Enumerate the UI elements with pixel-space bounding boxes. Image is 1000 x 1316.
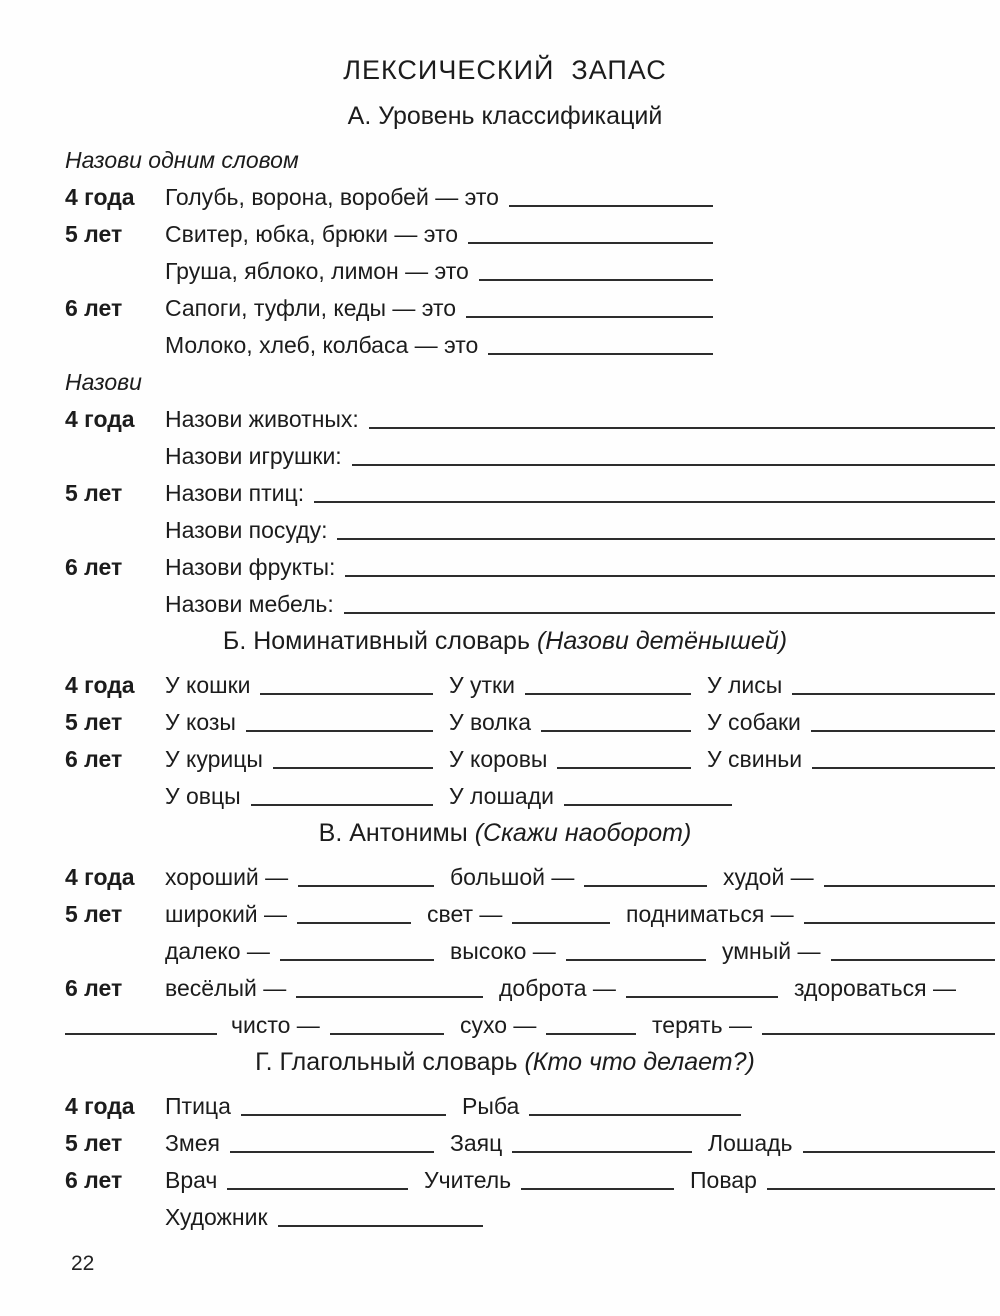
word-cell	[165, 1129, 450, 1158]
word-label: У овцы	[165, 783, 241, 809]
answer-blank[interactable]	[297, 922, 411, 924]
prompt-text: Назови животных:	[165, 406, 359, 432]
prompt-text: Назови фрукты:	[165, 554, 336, 580]
word-cell	[165, 974, 499, 1003]
section-g-heading	[65, 1048, 945, 1077]
task-row	[65, 553, 995, 582]
task-row	[65, 442, 995, 471]
word-cell	[626, 900, 995, 929]
answer-blank[interactable]	[296, 996, 483, 998]
page-title: ЛЕКСИЧЕСКИЙ ЗАПАС	[343, 55, 667, 85]
task-row	[65, 516, 995, 545]
word-label: хороший —	[165, 864, 289, 890]
word-label: большой —	[450, 864, 575, 890]
answer-blank[interactable]	[811, 730, 995, 732]
word-cell	[424, 1166, 690, 1195]
answer-blank[interactable]	[227, 1188, 408, 1190]
word-cell	[450, 863, 723, 892]
prompt-text: Назови мебель:	[165, 591, 334, 617]
task-row	[65, 1203, 995, 1232]
answer-blank[interactable]	[509, 205, 713, 207]
answer-blank[interactable]	[466, 316, 713, 318]
word-cell	[231, 1011, 460, 1040]
answer-blank[interactable]	[260, 693, 433, 695]
task-row	[65, 183, 713, 212]
word-label: У свиньи	[707, 746, 803, 772]
word-cell	[450, 937, 722, 966]
word-label: высоко —	[450, 938, 556, 964]
answer-blank[interactable]	[512, 1151, 692, 1153]
word-cell	[708, 1129, 995, 1158]
word-label: далеко —	[165, 938, 270, 964]
answer-blank[interactable]	[792, 693, 995, 695]
answer-blank[interactable]	[479, 279, 713, 281]
word-label: подниматься —	[626, 901, 794, 927]
task-row	[65, 974, 995, 1003]
prompt-text: Свитер, юбка, брюки — это	[165, 221, 459, 247]
word-label: У коровы	[449, 746, 548, 772]
word-cell	[690, 1166, 995, 1195]
age-label: 4 года	[65, 1093, 135, 1119]
answer-blank[interactable]	[803, 1151, 995, 1153]
age-label: 5 лет	[65, 901, 123, 927]
word-cell	[165, 937, 450, 966]
age-label: 5 лет	[65, 221, 123, 247]
answer-blank[interactable]	[352, 464, 995, 466]
word-cell	[499, 974, 794, 1003]
task-row	[65, 1129, 995, 1158]
answer-blank[interactable]	[314, 501, 995, 503]
answer-blank[interactable]	[762, 1033, 995, 1035]
word-label: широкий —	[165, 901, 288, 927]
age-label: 4 года	[65, 864, 135, 890]
word-cell	[707, 671, 995, 700]
word-cell	[722, 937, 995, 966]
word-label: терять —	[652, 1012, 752, 1038]
answer-blank[interactable]	[246, 730, 433, 732]
answer-blank[interactable]	[767, 1188, 995, 1190]
answer-blank[interactable]	[251, 804, 433, 806]
word-label: Рыба	[462, 1093, 520, 1119]
word-cell	[652, 1011, 995, 1040]
answer-blank[interactable]	[824, 885, 995, 887]
task-row	[65, 590, 995, 619]
word-label: У собаки	[707, 709, 801, 735]
section-b-heading-note: (Назови детёнышей)	[536, 627, 788, 655]
answer-blank[interactable]	[278, 1225, 483, 1227]
word-cell	[165, 1166, 424, 1195]
section-v-heading	[65, 819, 945, 848]
age-label: 5 лет	[65, 709, 123, 735]
answer-blank[interactable]	[369, 427, 995, 429]
answer-blank[interactable]	[541, 730, 691, 732]
answer-blank[interactable]	[831, 959, 995, 961]
answer-blank[interactable]	[626, 996, 778, 998]
word-label: Врач	[165, 1167, 218, 1193]
section-b-heading-text: Б. Номинативный словарь	[222, 627, 530, 655]
word-cell	[460, 1011, 652, 1040]
answer-blank[interactable]	[521, 1188, 674, 1190]
section-a-instruction-2: Назови	[65, 369, 142, 395]
answer-blank[interactable]	[557, 767, 691, 769]
answer-blank[interactable]	[529, 1114, 741, 1116]
task-row	[65, 937, 995, 966]
task-row	[65, 1011, 995, 1040]
answer-blank[interactable]	[812, 767, 995, 769]
word-label: Художник	[165, 1204, 268, 1230]
section-b-heading	[65, 627, 945, 656]
section-v-heading-note: (Скажи наоборот)	[474, 819, 692, 847]
task-row	[65, 671, 995, 700]
word-cell	[449, 671, 707, 700]
section-a-instruction-1: Назови одним словом	[65, 147, 299, 173]
word-cell	[450, 1129, 708, 1158]
answer-blank[interactable]	[525, 693, 691, 695]
page-number: 22	[71, 1252, 95, 1275]
word-label: сухо —	[460, 1012, 537, 1038]
age-label: 6 лет	[65, 554, 123, 580]
answer-blank[interactable]	[804, 922, 995, 924]
answer-blank[interactable]	[65, 1033, 217, 1035]
word-label: умный —	[722, 938, 821, 964]
answer-blank[interactable]	[488, 353, 713, 355]
age-label: 6 лет	[65, 975, 123, 1001]
age-label: 4 года	[65, 672, 135, 698]
task-row	[65, 708, 995, 737]
age-label: 4 года	[65, 184, 135, 210]
prompt-text: Сапоги, туфли, кеды — это	[165, 295, 457, 321]
word-label: У курицы	[165, 746, 263, 772]
answer-blank[interactable]	[230, 1151, 434, 1153]
prompt-text: Груша, яблоко, лимон — это	[165, 258, 469, 284]
prompt-text: Голубь, ворона, воробей — это	[165, 184, 499, 210]
word-cell	[449, 782, 748, 811]
answer-blank[interactable]	[546, 1033, 636, 1035]
task-row	[65, 331, 713, 360]
word-cell	[462, 1092, 757, 1121]
task-row	[65, 900, 995, 929]
word-cell	[449, 745, 707, 774]
word-label: Змея	[165, 1130, 220, 1156]
word-label: свет —	[427, 901, 503, 927]
answer-blank[interactable]	[566, 959, 706, 961]
age-label: 5 лет	[65, 480, 123, 506]
word-label: здороваться —	[794, 975, 956, 1001]
word-label: худой —	[723, 864, 814, 890]
answer-blank[interactable]	[330, 1033, 444, 1035]
word-cell	[723, 863, 995, 892]
word-label: У лисы	[707, 672, 783, 698]
word-cell	[165, 1092, 462, 1121]
section-a-heading: А. Уровень классификаций	[347, 102, 663, 130]
age-label: 6 лет	[65, 746, 123, 772]
word-cell	[165, 708, 449, 737]
word-label: Заяц	[450, 1130, 503, 1156]
answer-blank[interactable]	[345, 575, 995, 577]
answer-blank[interactable]	[337, 538, 995, 540]
word-label: Учитель	[424, 1167, 512, 1193]
word-label: У кошки	[165, 672, 251, 698]
word-cell	[165, 671, 449, 700]
task-row	[65, 257, 713, 286]
word-label: У утки	[449, 672, 515, 698]
task-row	[65, 1166, 995, 1195]
word-label: весёлый —	[165, 975, 287, 1001]
answer-blank[interactable]	[344, 612, 995, 614]
prompt-text: Назови птиц:	[165, 480, 305, 506]
age-label: 4 года	[65, 406, 135, 432]
section-g-heading-text: Г. Глагольный словарь	[255, 1048, 518, 1076]
word-cell	[165, 863, 450, 892]
prompt-text: Назови посуду:	[165, 517, 328, 543]
task-row	[65, 405, 995, 434]
section-v-heading-text: В. Антонимы	[318, 819, 468, 847]
prompt-text: Назови игрушки:	[165, 443, 342, 469]
task-row	[65, 479, 995, 508]
age-label: 6 лет	[65, 295, 123, 321]
word-cell	[165, 900, 427, 929]
word-label: доброта —	[499, 975, 616, 1001]
word-label: У волка	[449, 709, 532, 735]
task-row	[65, 220, 713, 249]
word-label: Птица	[165, 1093, 231, 1119]
answer-blank[interactable]	[468, 242, 713, 244]
word-cell	[427, 900, 626, 929]
word-cell	[165, 782, 449, 811]
word-cell	[707, 745, 995, 774]
answer-blank[interactable]	[564, 804, 732, 806]
word-label: чисто —	[231, 1012, 320, 1038]
word-label: У лошади	[449, 783, 554, 809]
prompt-text: Молоко, хлеб, колбаса — это	[165, 332, 479, 358]
answer-blank[interactable]	[298, 885, 434, 887]
task-row	[65, 782, 995, 811]
task-row	[65, 294, 713, 323]
word-label: У козы	[165, 709, 236, 735]
word-cell	[794, 974, 995, 1003]
answer-blank[interactable]	[280, 959, 434, 961]
answer-blank[interactable]	[584, 885, 707, 887]
word-label: Лошадь	[708, 1130, 793, 1156]
word-cell	[449, 708, 707, 737]
word-cell	[165, 745, 449, 774]
word-label: Повар	[690, 1167, 757, 1193]
age-label: 6 лет	[65, 1167, 123, 1193]
answer-blank[interactable]	[273, 767, 433, 769]
age-label: 5 лет	[65, 1130, 123, 1156]
section-g-heading-note: (Кто что делает?)	[524, 1048, 755, 1076]
task-row	[65, 745, 995, 774]
word-cell	[165, 1203, 499, 1232]
task-row	[65, 1092, 995, 1121]
task-row	[65, 863, 995, 892]
word-cell	[707, 708, 995, 737]
answer-blank[interactable]	[241, 1114, 446, 1116]
answer-blank[interactable]	[512, 922, 610, 924]
